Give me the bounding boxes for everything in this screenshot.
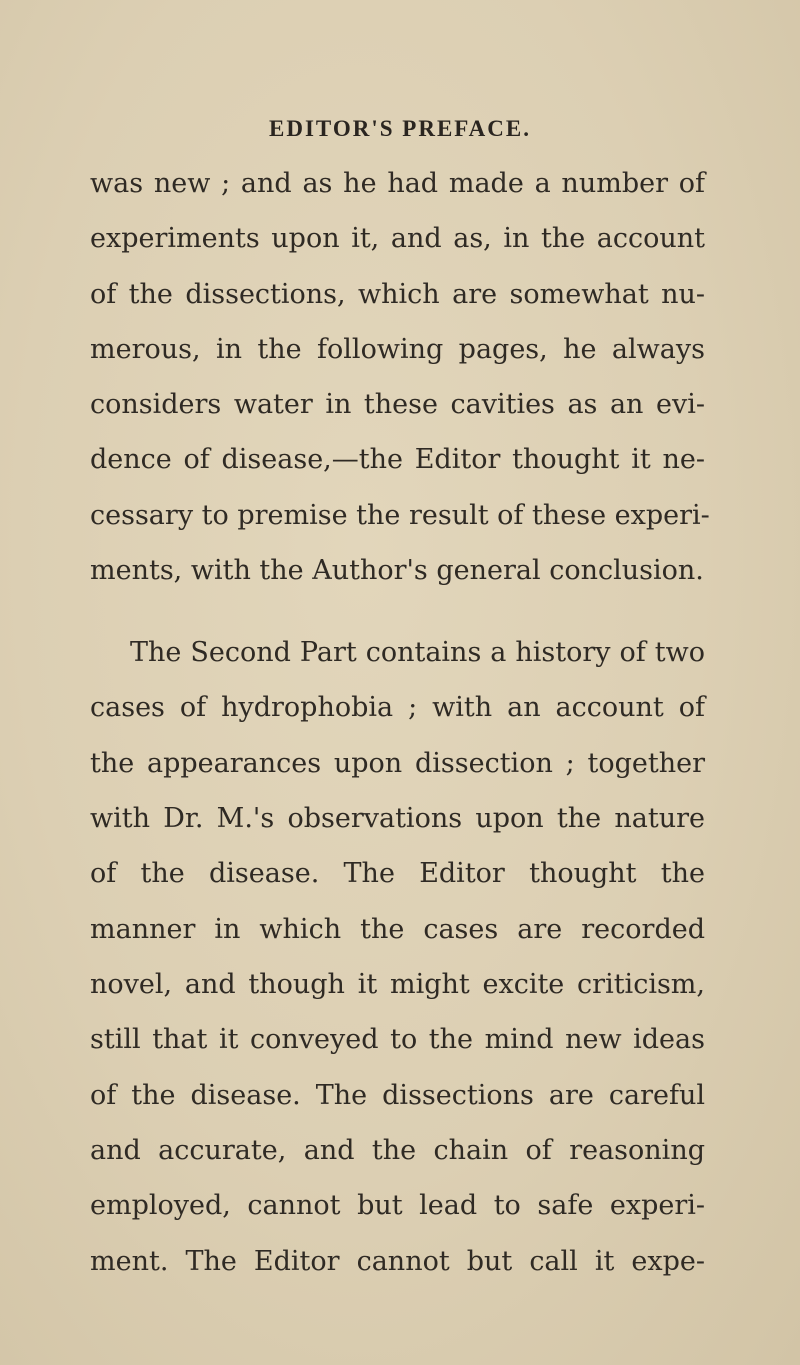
text-line: considers water in these cavities as an evi- (90, 389, 705, 420)
text-line: cases of hydrophobia ; with an account of (90, 692, 705, 723)
text-line: novel, and though it might excite criticism, (90, 969, 705, 1000)
text-line: of the disease. The Editor thought the (90, 858, 705, 889)
text-line: dence of disease,—the Editor thought it ne- (90, 444, 705, 475)
running-header: EDITOR'S PREFACE. (269, 116, 531, 141)
text-line: was new ; and as he had made a number of (90, 168, 705, 199)
text-line: and accurate, and the chain of reasoning (90, 1135, 705, 1166)
text-line: of the dissections, which are somewhat nu- (90, 279, 705, 310)
text-line: employed, cannot but lead to safe experi- (90, 1190, 705, 1221)
text-line: cessary to premise the result of these experi- (90, 500, 710, 531)
text-line: of the disease. The dissections are careful (90, 1080, 705, 1111)
text-line: manner in which the cases are recorded (90, 914, 705, 945)
text-line: the appearances upon dissection ; together (90, 748, 705, 779)
text-line: still that it conveyed to the mind new ideas (90, 1024, 705, 1055)
text-line: ment. The Editor cannot but call it expe- (90, 1246, 705, 1277)
text-line: with Dr. M.'s observations upon the nature (90, 803, 705, 834)
text-line: ments, with the Author's general conclusion. (90, 555, 704, 586)
text-line: experiments upon it, and as, in the account (90, 223, 705, 254)
text-line: The Second Part contains a history of two (130, 637, 705, 668)
text-line: merous, in the following pages, he always (90, 334, 705, 365)
